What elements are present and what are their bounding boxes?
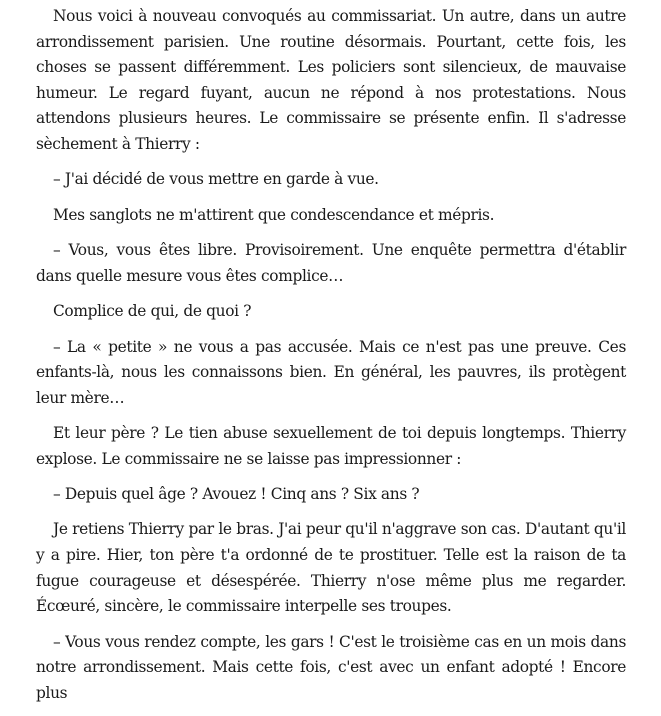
document-page bbox=[36, 4, 626, 716]
paragraph-father: Et leur père ? Le tien abuse sexuellement de toi depuis longtemps. Thierry explose. Le commissaire ne se laisse pas impressionner : bbox=[36, 424, 626, 468]
paragraph-dialogue-age: – Depuis quel âge ? Avouez ! Cinq ans ? Six ans ? bbox=[53, 485, 420, 504]
paragraph-arrival-at-police-station: Nous voici à nouveau convoqués au commissariat. Un autre, dans un autre arrondissement parisien. Une routine désormais. Pourtant, cette fois, les choses se passent différemment. Les policiers sont silencieux, de mauvaise humeur. Le regard fuyant, aucun ne répond à nos protestations. Nous attendons plusieurs heures. Le commissaire se présente enfin. Il s'adresse sèchement à Thierry : bbox=[36, 7, 626, 153]
paragraph-dialogue-free-provisionally: – Vous, vous êtes libre. Provisoirement. Une enquête permettra d'établir dans quelle mesure vous êtes complice… bbox=[36, 241, 626, 285]
paragraph-dialogue-garde-a-vue: – J'ai décidé de vous mettre en garde à vue. bbox=[53, 170, 379, 189]
paragraph-dialogue-troops: – Vous vous rendez compte, les gars ! C'est le troisième cas en un mois dans notre arrondissement. Mais cette fois, c'est avec un enfant adopté ! Encore plus bbox=[36, 632, 626, 702]
paragraph-holding-thierry: Je retiens Thierry par le bras. J'ai peur qu'il n'aggrave son cas. D'autant qu'il y a pire. Hier, ton père t'a ordonné de te prostituer. Telle est la raison de ta fugue courageuse et désespérée. Thierry n'ose même plus me regarder. Écœuré, sincère, le commissaire interpelle ses troupes. bbox=[36, 520, 626, 616]
paragraph-complice-question: Complice de qui, de quoi ? bbox=[53, 302, 252, 321]
paragraph-sobs: Mes sanglots ne m'attirent que condescendance et mépris. bbox=[53, 205, 495, 224]
paragraph-dialogue-petite: – La « petite » ne vous a pas accusée. Mais ce n'est pas une preuve. Ces enfants-là, nous les connaissons bien. En général, les pauvres, ils protègent leur mère… bbox=[36, 337, 626, 407]
